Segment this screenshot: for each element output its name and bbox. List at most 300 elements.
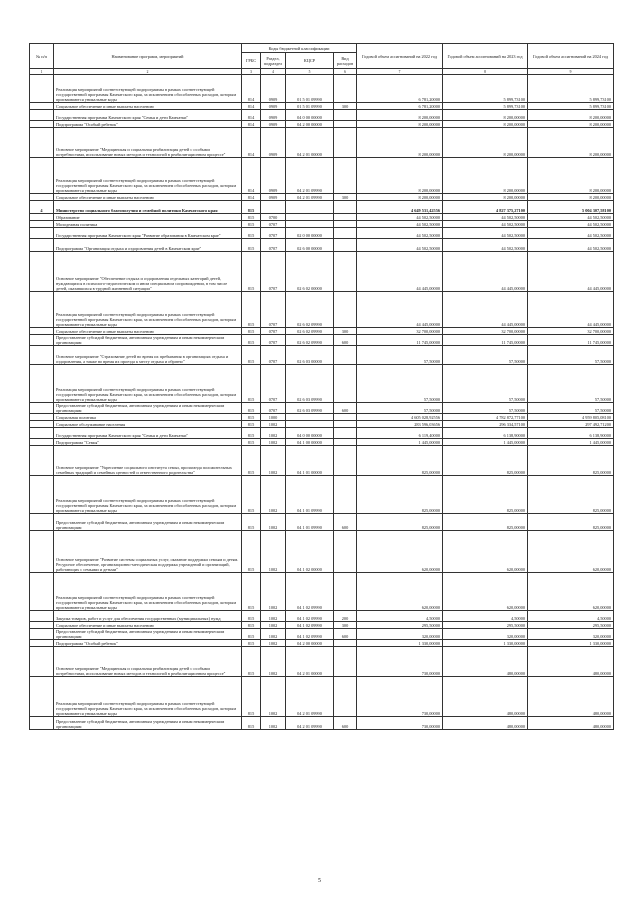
row-razdel: 0707 (261, 328, 286, 335)
header-vid: Вид расходов (334, 53, 357, 69)
row-razdel: 1002 (261, 573, 286, 611)
row-razdel: 1002 (261, 677, 286, 717)
row-amount-2022: 44 445,00000 (357, 252, 443, 292)
row-vid (334, 75, 357, 103)
row-number (30, 110, 54, 121)
row-name: Подпрограмма "Особый ребенок" (54, 121, 242, 128)
row-grbs: 815 (242, 476, 261, 514)
table-row (30, 647, 614, 677)
row-kcsr: 04 0 00 00000 (286, 110, 334, 121)
row-number (30, 439, 54, 446)
row-number (30, 611, 54, 622)
row-amount-2024: 44 502,50000 (528, 239, 614, 252)
table-row (30, 446, 614, 476)
row-razdel: 1002 (261, 531, 286, 573)
row-grbs: 815 (242, 221, 261, 228)
row-amount-2023: 44 502,50000 (443, 214, 528, 221)
row-grbs: 815 (242, 428, 261, 439)
row-razdel: 0707 (261, 346, 286, 365)
table-row (30, 514, 614, 531)
row-amount-2022: 1 445,00000 (357, 439, 443, 446)
row-kcsr: 04 2 01 09990 (286, 158, 334, 194)
row-vid (334, 647, 357, 677)
row-amount-2022: 11 745,00000 (357, 335, 443, 346)
row-vid (334, 640, 357, 647)
row-amount-2022: 44 502,50000 (357, 214, 443, 221)
table-row (30, 421, 614, 428)
row-amount-2023: 825,00000 (443, 446, 528, 476)
row-kcsr (286, 414, 334, 421)
row-name: Социальное обеспечение и иные выплаты населению (54, 328, 242, 335)
row-name: Реализация мероприятий соответствующей подпрограммы в рамках соответствующей государственной программы Камчатского края, за исключением обособленных расходов, которым присваиваются уникальные коды (54, 365, 242, 403)
table-row (30, 292, 614, 328)
row-amount-2022: 620,00000 (357, 573, 443, 611)
row-name: Реализация мероприятий соответствующей подпрограммы в рамках соответствующей государственной программы Камчатского края, за исключением обособленных расходов, которым присваиваются уникальные коды (54, 677, 242, 717)
row-amount-2024: 8 200,00000 (528, 158, 614, 194)
row-amount-2024: 297 492,71200 (528, 421, 614, 428)
row-razdel: 1002 (261, 514, 286, 531)
row-kcsr: 02 6 03 09990 (286, 365, 334, 403)
row-amount-2022: 4,50000 (357, 611, 443, 622)
row-grbs: 815 (242, 622, 261, 629)
row-name: Реализация мероприятий соответствующей подпрограммы в рамках соответствующей государственной программы Камчатского края, за исключением обособленных расходов, которым присваиваются уникальные коды (54, 75, 242, 103)
row-kcsr: 02 6 02 09990 (286, 292, 334, 328)
row-amount-2023: 480,00000 (443, 677, 528, 717)
row-amount-2022: 8 200,00000 (357, 158, 443, 194)
row-vid: 300 (334, 622, 357, 629)
row-grbs: 815 (242, 439, 261, 446)
row-amount-2022: 320,00000 (357, 629, 443, 640)
row-number (30, 328, 54, 335)
row-name: Социальное обеспечение и иные выплаты населению (54, 194, 242, 201)
row-grbs: 814 (242, 110, 261, 121)
table-row (30, 640, 614, 647)
row-grbs: 815 (242, 611, 261, 622)
row-kcsr: 02 6 03 09990 (286, 403, 334, 414)
row-amount-2023: 8 200,00000 (443, 121, 528, 128)
row-razdel: 0707 (261, 228, 286, 239)
row-amount-2023: 320,00000 (443, 629, 528, 640)
row-razdel: 1002 (261, 439, 286, 446)
row-grbs: 814 (242, 194, 261, 201)
row-amount-2024: 4 959 805,08100 (528, 414, 614, 421)
table-row (30, 228, 614, 239)
row-grbs: 815 (242, 214, 261, 221)
row-amount-2024: 44 502,50000 (528, 214, 614, 221)
row-number (30, 214, 54, 221)
header-year-2023: Годовой объем ассигнований на 2023 год (443, 44, 528, 69)
table-row (30, 221, 614, 228)
row-razdel (261, 201, 286, 214)
row-vid (334, 158, 357, 194)
index-cell: 6 (334, 69, 357, 75)
table-row (30, 335, 614, 346)
row-amount-2023: 44 445,00000 (443, 292, 528, 328)
row-razdel: 1000 (261, 414, 286, 421)
index-cell: 5 (286, 69, 334, 75)
row-grbs: 814 (242, 75, 261, 103)
row-amount-2024: 825,00000 (528, 476, 614, 514)
row-amount-2022: 44 502,50000 (357, 221, 443, 228)
row-razdel: 0909 (261, 194, 286, 201)
row-razdel: 1002 (261, 428, 286, 439)
row-amount-2022: 6 781,20000 (357, 103, 443, 110)
row-kcsr: 04 1 02 09990 (286, 629, 334, 640)
table-row (30, 75, 614, 103)
row-number (30, 640, 54, 647)
row-amount-2023: 8 200,00000 (443, 110, 528, 121)
row-razdel: 0909 (261, 128, 286, 158)
row-amount-2023: 825,00000 (443, 476, 528, 514)
row-number (30, 228, 54, 239)
row-vid (334, 414, 357, 421)
row-vid (334, 128, 357, 158)
row-amount-2022: 44 502,50000 (357, 239, 443, 252)
row-vid: 300 (334, 194, 357, 201)
row-razdel: 1002 (261, 611, 286, 622)
row-grbs: 815 (242, 421, 261, 428)
row-kcsr: 04 2 01 09990 (286, 194, 334, 201)
row-amount-2022: 825,00000 (357, 514, 443, 531)
row-name: Предоставление субсидий бюджетным, автономным учреждениям и иным некоммерческим организациям (54, 629, 242, 640)
row-kcsr: 04 2 01 00000 (286, 128, 334, 158)
row-amount-2023: 6 138,90000 (443, 428, 528, 439)
row-kcsr: 02 6 02 00000 (286, 252, 334, 292)
row-name: Предоставление субсидий бюджетным, автономным учреждениям и иным некоммерческим организациям (54, 403, 242, 414)
row-vid (334, 531, 357, 573)
table-row (30, 239, 614, 252)
row-amount-2023: 44 502,50000 (443, 239, 528, 252)
row-razdel: 0707 (261, 365, 286, 403)
table-row (30, 717, 614, 730)
row-vid: 600 (334, 335, 357, 346)
row-razdel: 1002 (261, 421, 286, 428)
row-amount-2022: 4 649 531,42556 (357, 201, 443, 214)
row-name: Предоставление субсидий бюджетным, автономным учреждениям и иным некоммерческим организациям (54, 717, 242, 730)
header-codes-group: Коды бюджетной классификации (242, 44, 357, 53)
row-razdel: 1002 (261, 622, 286, 629)
row-amount-2023: 1 445,00000 (443, 439, 528, 446)
row-name: Социальное обеспечение и иные выплаты населению (54, 622, 242, 629)
row-amount-2024: 5 004 307,58100 (528, 201, 614, 214)
table-row (30, 531, 614, 573)
row-vid (334, 446, 357, 476)
row-number (30, 365, 54, 403)
index-cell: 7 (357, 69, 443, 75)
table-row (30, 439, 614, 446)
row-number (30, 573, 54, 611)
row-grbs: 815 (242, 514, 261, 531)
row-vid: 600 (334, 514, 357, 531)
row-name: Государственная программа Камчатского края "Семья и дети Камчатки" (54, 428, 242, 439)
index-cell: 2 (54, 69, 242, 75)
table-row (30, 403, 614, 414)
row-grbs: 814 (242, 121, 261, 128)
row-kcsr: 04 1 01 09990 (286, 476, 334, 514)
row-amount-2022: 4 605 028,92556 (357, 414, 443, 421)
row-amount-2023: 825,00000 (443, 514, 528, 531)
row-number (30, 121, 54, 128)
row-number: 4 (30, 201, 54, 214)
row-kcsr: 02 6 02 09990 (286, 335, 334, 346)
row-grbs: 815 (242, 346, 261, 365)
row-amount-2024: 320,00000 (528, 629, 614, 640)
row-grbs: 815 (242, 531, 261, 573)
row-number (30, 239, 54, 252)
row-grbs: 815 (242, 239, 261, 252)
row-vid: 600 (334, 717, 357, 730)
row-amount-2024: 8 200,00000 (528, 121, 614, 128)
row-name: Государственная программа Камчатского края "Семья и дети Камчатки" (54, 110, 242, 121)
row-vid (334, 573, 357, 611)
index-cell: 1 (30, 69, 54, 75)
row-kcsr: 04 0 00 00000 (286, 428, 334, 439)
row-kcsr: 04 1 02 09990 (286, 573, 334, 611)
row-amount-2023: 44 502,50000 (443, 221, 528, 228)
row-razdel: 0909 (261, 75, 286, 103)
table-row (30, 121, 614, 128)
row-amount-2022: 57,50000 (357, 346, 443, 365)
row-number (30, 403, 54, 414)
row-name: Закупка товаров, работ и услуг для обеспечения государственных (муниципальных) нужд (54, 611, 242, 622)
row-grbs: 815 (242, 677, 261, 717)
row-amount-2023: 4,50000 (443, 611, 528, 622)
row-name: Предоставление субсидий бюджетным, автономным учреждениям и иным некоммерческим организациям (54, 335, 242, 346)
row-vid (334, 476, 357, 514)
row-kcsr: 04 1 01 00000 (286, 446, 334, 476)
row-amount-2024: 57,50000 (528, 365, 614, 403)
row-kcsr: 01 5 01 09990 (286, 75, 334, 103)
row-amount-2023: 480,00000 (443, 717, 528, 730)
row-amount-2023: 480,00000 (443, 647, 528, 677)
table-row (30, 476, 614, 514)
row-name: Министерство социального благополучия и семейной политики Камчатского края (54, 201, 242, 214)
row-name: Основное мероприятие "Страхование детей во время их пребывания в организациях отдыха и оздоровления, а также во время их проезда к месту отдыха и обратно" (54, 346, 242, 365)
row-number (30, 428, 54, 439)
row-amount-2024: 44 502,50000 (528, 228, 614, 239)
index-cell: 8 (443, 69, 528, 75)
row-name: Социальное обеспечение и иные выплаты населению (54, 103, 242, 110)
table-row (30, 201, 614, 214)
row-grbs: 815 (242, 446, 261, 476)
row-amount-2022: 8 200,00000 (357, 128, 443, 158)
row-amount-2024: 57,50000 (528, 403, 614, 414)
row-amount-2023: 620,00000 (443, 531, 528, 573)
row-amount-2024: 295,50000 (528, 622, 614, 629)
row-name: Реализация мероприятий соответствующей подпрограммы в рамках соответствующей государственной программы Камчатского края, за исключением обособленных расходов, которым присваиваются уникальные коды (54, 158, 242, 194)
row-kcsr: 04 1 02 00000 (286, 531, 334, 573)
table-row (30, 365, 614, 403)
row-number (30, 221, 54, 228)
row-grbs: 815 (242, 629, 261, 640)
table-row (30, 252, 614, 292)
table-row (30, 158, 614, 194)
row-grbs: 815 (242, 335, 261, 346)
row-vid: 200 (334, 611, 357, 622)
table-row (30, 629, 614, 640)
row-amount-2022: 8 200,00000 (357, 121, 443, 128)
row-number (30, 346, 54, 365)
table-row (30, 622, 614, 629)
row-amount-2023: 5 899,73100 (443, 103, 528, 110)
row-razdel: 0909 (261, 158, 286, 194)
row-vid (334, 346, 357, 365)
row-razdel: 0707 (261, 221, 286, 228)
row-grbs: 815 (242, 414, 261, 421)
row-grbs: 815 (242, 573, 261, 611)
row-number (30, 158, 54, 194)
row-razdel: 1002 (261, 717, 286, 730)
row-name: Молодежная политика (54, 221, 242, 228)
row-name: Предоставление субсидий бюджетным, автономным учреждениям и иным некоммерческим организациям (54, 514, 242, 531)
row-number (30, 531, 54, 573)
table-row (30, 677, 614, 717)
row-name: Образование (54, 214, 242, 221)
row-number (30, 476, 54, 514)
row-razdel: 1002 (261, 647, 286, 677)
row-grbs: 815 (242, 328, 261, 335)
row-razdel: 0707 (261, 335, 286, 346)
row-amount-2023: 1 330,00000 (443, 640, 528, 647)
header-kcsr: КЦСР (286, 53, 334, 69)
row-amount-2023: 44 445,00000 (443, 252, 528, 292)
row-kcsr: 04 2 00 00000 (286, 640, 334, 647)
row-amount-2024: 1 330,00000 (528, 640, 614, 647)
row-amount-2024: 825,00000 (528, 514, 614, 531)
row-amount-2023: 296 334,57100 (443, 421, 528, 428)
table-row (30, 346, 614, 365)
row-kcsr: 02 0 00 00000 (286, 228, 334, 239)
row-amount-2022: 8 200,00000 (357, 194, 443, 201)
row-amount-2023: 44 502,50000 (443, 228, 528, 239)
row-number (30, 252, 54, 292)
row-number (30, 717, 54, 730)
row-amount-2023: 57,50000 (443, 346, 528, 365)
row-amount-2024: 480,00000 (528, 677, 614, 717)
row-number (30, 629, 54, 640)
row-vid (334, 228, 357, 239)
row-vid (334, 110, 357, 121)
row-amount-2022: 730,00000 (357, 647, 443, 677)
row-number (30, 514, 54, 531)
row-vid (334, 292, 357, 328)
header-grbs: ГРБС (242, 53, 261, 69)
row-amount-2022: 730,00000 (357, 677, 443, 717)
row-vid: 300 (334, 328, 357, 335)
budget-table-page (29, 43, 613, 730)
row-razdel: 0707 (261, 239, 286, 252)
row-amount-2022: 6 781,20000 (357, 75, 443, 103)
row-vid (334, 428, 357, 439)
row-amount-2022: 283 596,03656 (357, 421, 443, 428)
row-amount-2023: 4 782 872,77100 (443, 414, 528, 421)
row-amount-2022: 825,00000 (357, 446, 443, 476)
row-name: Подпрограмма "Особый ребенок" (54, 640, 242, 647)
row-grbs: 815 (242, 201, 261, 214)
budget-table (29, 43, 614, 730)
row-amount-2022: 825,00000 (357, 476, 443, 514)
row-number (30, 414, 54, 421)
row-amount-2024: 32 700,00000 (528, 328, 614, 335)
row-name: Подпрограмма "Семья" (54, 439, 242, 446)
row-vid (334, 677, 357, 717)
row-grbs: 815 (242, 403, 261, 414)
row-kcsr: 04 2 00 00000 (286, 121, 334, 128)
table-row (30, 611, 614, 622)
table-row (30, 214, 614, 221)
page-number: 5 (318, 878, 321, 884)
row-amount-2022: 620,00000 (357, 531, 443, 573)
row-amount-2023: 8 200,00000 (443, 158, 528, 194)
row-amount-2022: 44 445,00000 (357, 292, 443, 328)
row-razdel: 1002 (261, 629, 286, 640)
row-grbs: 814 (242, 128, 261, 158)
row-razdel: 0707 (261, 403, 286, 414)
row-amount-2023: 8 200,00000 (443, 194, 528, 201)
row-kcsr: 04 1 02 09990 (286, 622, 334, 629)
row-kcsr: 02 6 03 00000 (286, 346, 334, 365)
row-kcsr (286, 221, 334, 228)
row-amount-2024: 11 745,00000 (528, 335, 614, 346)
row-razdel: 1002 (261, 446, 286, 476)
header-year-2022: Годовой объем ассигнований на 2022 год (357, 44, 443, 69)
row-amount-2022: 8 200,00000 (357, 110, 443, 121)
row-name: Реализация мероприятий соответствующей подпрограммы в рамках соответствующей государственной программы Камчатского края, за исключением обособленных расходов, которым присваиваются уникальные коды (54, 573, 242, 611)
row-amount-2022: 295,50000 (357, 622, 443, 629)
row-amount-2024: 825,00000 (528, 446, 614, 476)
row-amount-2023: 5 899,73100 (443, 75, 528, 103)
row-vid (334, 221, 357, 228)
row-amount-2024: 8 200,00000 (528, 128, 614, 158)
row-razdel: 0909 (261, 110, 286, 121)
row-vid: 600 (334, 629, 357, 640)
row-number (30, 446, 54, 476)
row-name: Социальная политика (54, 414, 242, 421)
row-kcsr (286, 214, 334, 221)
row-grbs: 815 (242, 640, 261, 647)
row-amount-2024: 620,00000 (528, 531, 614, 573)
row-name: Государственная программа Камчатского края "Развитие образования в Камчатском крае" (54, 228, 242, 239)
table-row (30, 573, 614, 611)
header-razdel: Раздел, подраздел (261, 53, 286, 69)
row-amount-2024: 6 138,90000 (528, 428, 614, 439)
row-amount-2023: 32 700,00000 (443, 328, 528, 335)
row-razdel: 0707 (261, 292, 286, 328)
row-vid (334, 121, 357, 128)
row-number (30, 622, 54, 629)
row-kcsr: 04 1 00 00000 (286, 439, 334, 446)
row-kcsr: 04 2 01 09990 (286, 677, 334, 717)
header-num: № п/п (30, 44, 54, 69)
row-kcsr: 04 1 02 09990 (286, 611, 334, 622)
row-grbs: 815 (242, 292, 261, 328)
table-row (30, 110, 614, 121)
row-kcsr: 02 6 00 00000 (286, 239, 334, 252)
row-kcsr (286, 201, 334, 214)
row-number (30, 75, 54, 103)
row-amount-2023: 620,00000 (443, 573, 528, 611)
row-kcsr: 01 5 01 09990 (286, 103, 334, 110)
row-razdel: 0909 (261, 103, 286, 110)
row-amount-2022: 1 330,00000 (357, 640, 443, 647)
row-name: Основное мероприятие "Медицинская и социальная реабилитация детей с особыми потребностями, использование новых методов и технологий в реабилитационном процессе" (54, 128, 242, 158)
row-amount-2024: 620,00000 (528, 573, 614, 611)
row-vid (334, 365, 357, 403)
row-amount-2024: 44 502,50000 (528, 221, 614, 228)
row-kcsr: 04 2 01 00000 (286, 647, 334, 677)
row-amount-2024: 44 445,00000 (528, 292, 614, 328)
row-grbs: 814 (242, 103, 261, 110)
